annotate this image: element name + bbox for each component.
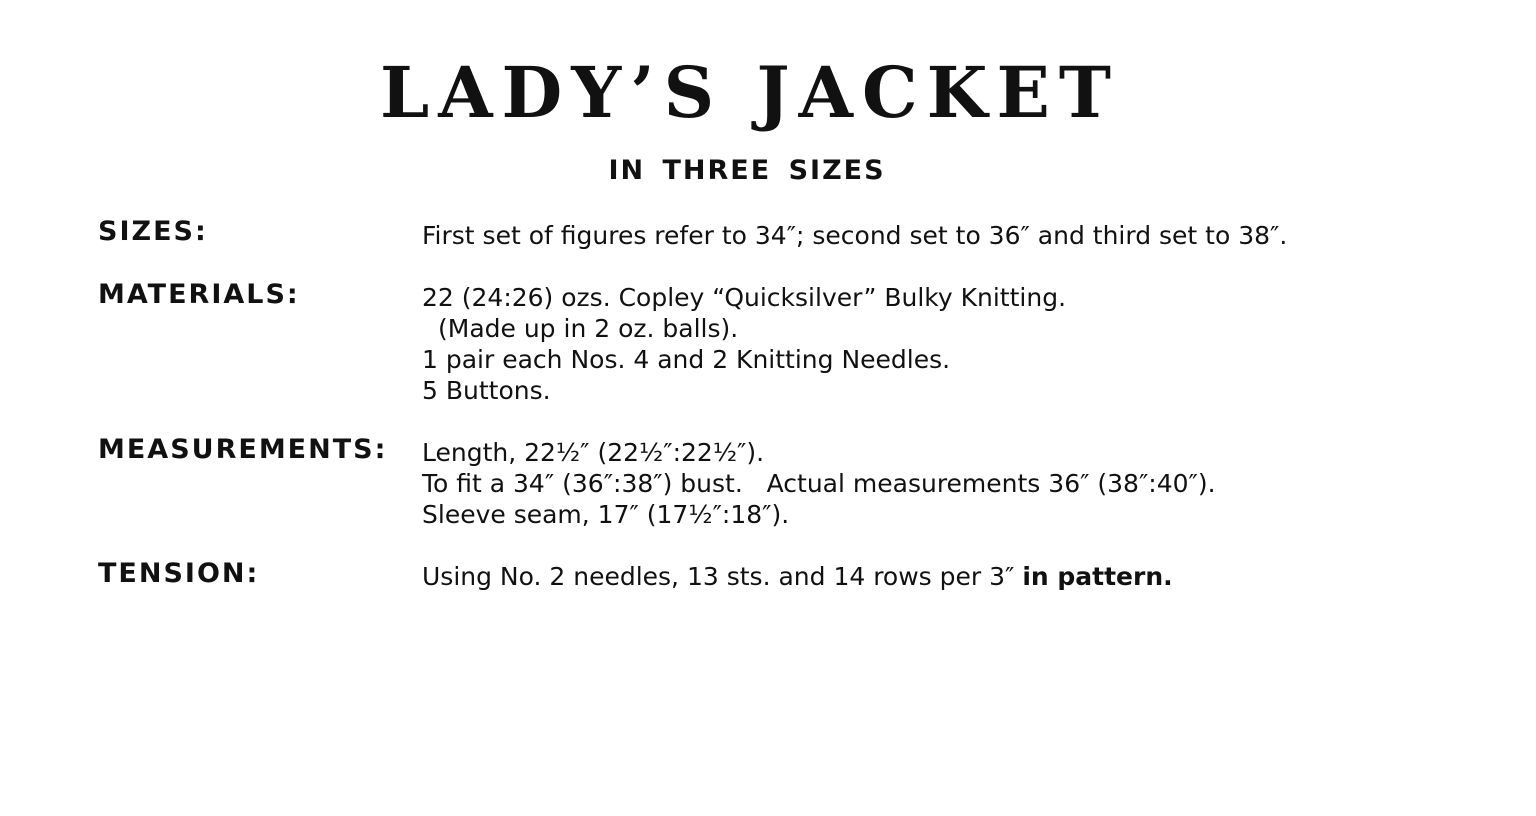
materials-text (422, 282, 1066, 406)
sizes-line: First set of figures refer to 34″; second set to 36″ and third set to 38″. (422, 221, 1288, 250)
materials-label: MATERIALS: (98, 279, 300, 310)
tension-text (422, 561, 1173, 592)
tension-line (422, 561, 1173, 592)
materials-line: 5 Buttons. (422, 376, 551, 405)
measurements-line: Length, 22½″ (22½″:22½″). (422, 438, 765, 467)
pattern-title: LADY’S JACKET (380, 51, 1120, 134)
pattern-subtitle: IN THREE SIZES (608, 155, 886, 186)
measurements-label: MEASUREMENTS: (98, 434, 388, 465)
sizes-label: SIZES: (98, 216, 208, 247)
sizes-text (422, 220, 1287, 251)
measurements-line: Sleeve seam, 17″ (17½″:18″). (422, 500, 790, 529)
materials-line: (Made up in 2 oz. balls). (438, 314, 739, 343)
tension-label: TENSION: (98, 558, 260, 589)
measurements-line: To fit a 34″ (36″:38″) bust. Actual measurements 36″ (38″:40″). (422, 469, 1216, 498)
materials-line: 1 pair each Nos. 4 and 2 Knitting Needles. (422, 345, 951, 374)
materials-line: 22 (24:26) ozs. Copley “Quicksilver” Bulky Knitting. (422, 283, 1067, 312)
tension-text-regular: Using No. 2 needles, 13 sts. and 14 rows per 3″ (422, 562, 1023, 591)
measurements-text (422, 437, 1216, 530)
tension-text-bold: in pattern. (1022, 562, 1173, 591)
